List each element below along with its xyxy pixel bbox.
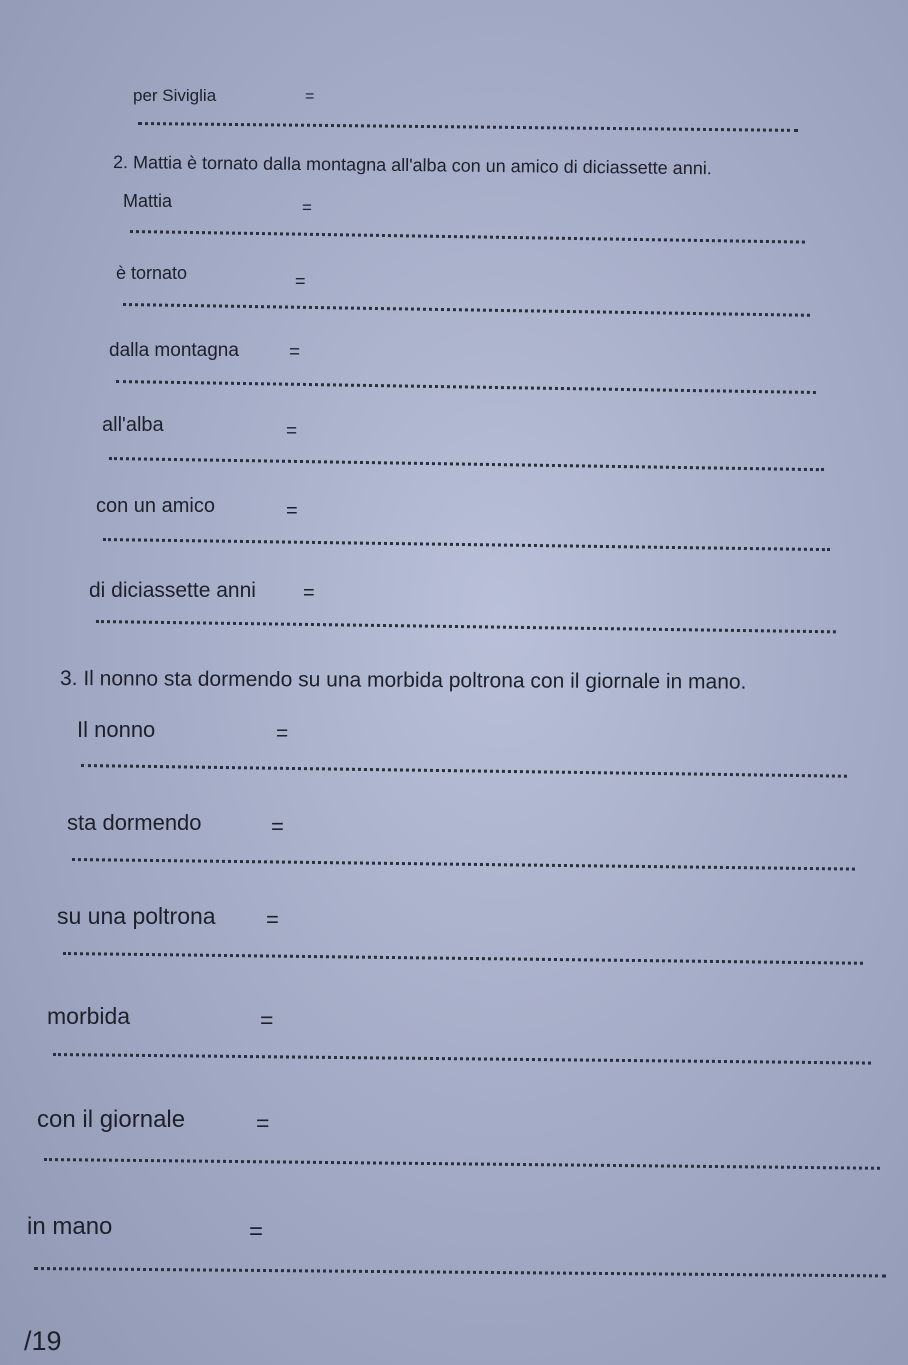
row-label-allalba: all'alba [102,414,164,436]
row-label-morbida: morbida [47,1003,131,1029]
answer-line-morbida[interactable] [53,1053,871,1065]
row-label-in-mano: in mano [27,1213,113,1240]
answer-line-allalba[interactable] [109,457,824,471]
answer-line-il-nonno[interactable] [81,764,847,778]
row-label-con-il-giornale: con il giornale [37,1106,186,1133]
answer-line-con-il-giornale[interactable] [44,1158,880,1170]
row-equals-sign: = [271,814,284,839]
row-equals-sign: = [303,582,315,604]
row-label-sta-dormendo: sta dormendo [67,810,202,835]
exercise-3-sentence: 3. Il nonno sta dormendo su una morbida poltrona con il giornale in mano. [59,667,747,694]
row-equals-sign: = [305,88,315,105]
score-total: /19 [24,1326,62,1356]
row-label-mattia: Mattia [123,191,173,211]
answer-line-su-una-poltrona[interactable] [63,952,863,965]
answer-line-e-tornato[interactable] [123,303,810,317]
row-equals-sign: = [266,907,279,932]
row-label-per-siviglia: per Siviglia [133,86,217,105]
row-label-dalla-montagna: dalla montagna [109,340,239,361]
row-label-di-diciassette-anni: di diciassette anni [89,579,256,602]
row-equals-sign: = [276,722,289,745]
exercise-2-sentence: 2. Mattia è tornato dalla montagna all'alba con un amico di diciassette anni. [112,152,712,179]
row-equals-sign: = [302,198,312,217]
row-equals-sign: = [295,271,306,291]
row-label-il-nonno: Il nonno [77,717,156,742]
row-equals-sign: = [286,500,298,522]
answer-line-di-diciassette-anni[interactable] [96,620,836,633]
row-equals-sign: = [249,1218,264,1245]
row-label-con-un-amico: con un amico [96,495,215,517]
row-label-su-una-poltrona: su una poltrona [57,903,216,929]
answer-line-per-siviglia[interactable] [138,122,798,132]
row-equals-sign: = [260,1007,274,1033]
row-equals-sign: = [256,1110,270,1136]
answer-line-con-un-amico[interactable] [103,538,830,551]
answer-line-dalla-montagna[interactable] [116,380,816,394]
row-equals-sign: = [289,342,301,363]
row-label-e-tornato: è tornato [116,263,188,283]
answer-line-mattia[interactable] [130,230,805,244]
answer-line-sta-dormendo[interactable] [72,858,855,871]
row-equals-sign: = [286,421,298,442]
answer-line-in-mano[interactable] [34,1267,886,1277]
